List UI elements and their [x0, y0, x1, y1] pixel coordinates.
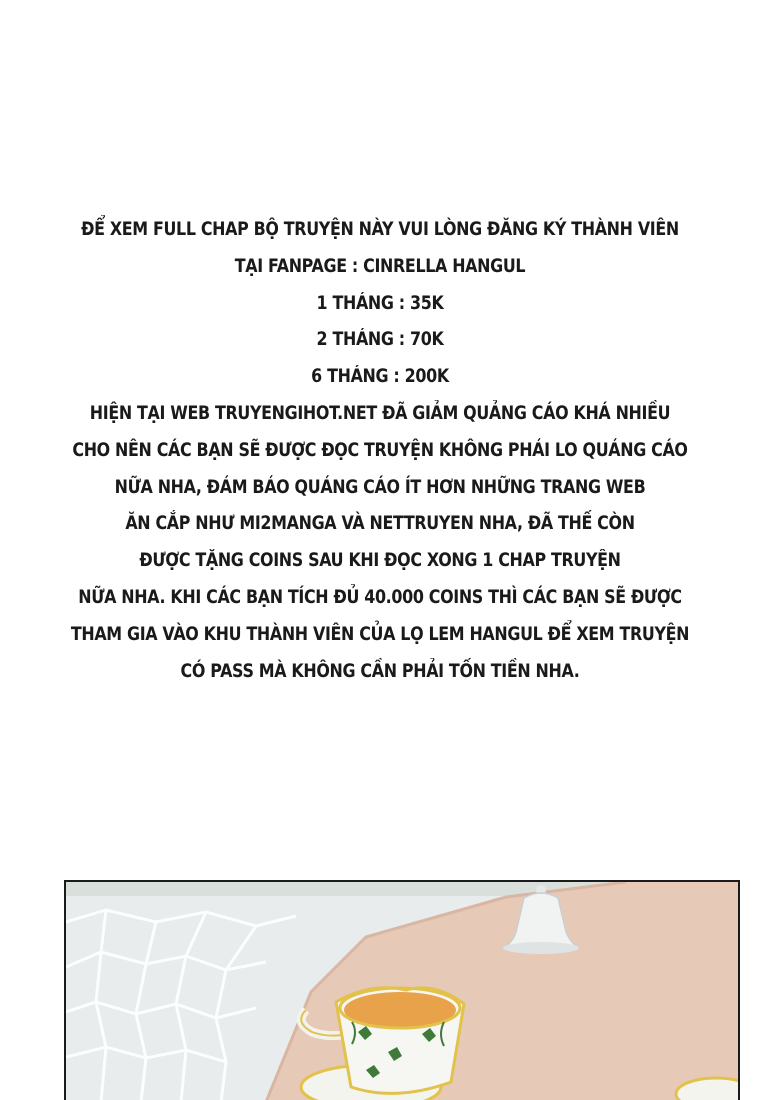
notice-line: NỮA NHA. KHI CÁC BẠN TÍCH ĐỦ 40.000 COINS THÌ CÁC BẠN SẼ ĐƯỢC	[78, 586, 682, 608]
notice-line: ĐỂ XEM FULL CHAP BỘ TRUYỆN NÀY VUI LÒNG ĐĂNG KÝ THÀNH VIÊN	[81, 219, 679, 240]
comic-panel	[64, 880, 740, 1100]
notice-line: CÓ PASS MÀ KHÔNG CẦN PHẢI TỐN TIỀN NHA.	[180, 660, 580, 682]
notice-line: CHO NÊN CÁC BẠN SẼ ĐƯỢC ĐỌC TRUYỆN KHÔNG PHẢI LO QUẢNG CÁO	[72, 439, 688, 461]
subscription-notice	[0, 212, 760, 690]
teacup-scene-illustration	[66, 882, 738, 1100]
notice-line: TẠI FANPAGE : CINRELLA HANGUL	[234, 255, 526, 277]
notice-line: 2 THÁNG : 70K	[316, 329, 444, 351]
notice-line: ĐƯỢC TẶNG COINS SAU KHI ĐỌC XONG 1 CHAP TRUYỆN	[139, 550, 621, 572]
notice-line: ĂN CẮP NHƯ MI2MANGA VÀ NETTRUYEN NHA, ĐÃ THẾ CÒN	[125, 513, 635, 535]
notice-line: 1 THÁNG : 35K	[316, 292, 444, 314]
notice-line: HIỆN TẠI WEB TRUYENGIHOT.NET ĐÃ GIẢM QUẢNG CÁO KHÁ NHIỀU	[89, 402, 671, 424]
notice-line: NỮA NHA, ĐẢM BẢO QUẢNG CÁO ÍT HƠN NHỮNG TRANG WEB	[114, 476, 646, 498]
notice-line: THAM GIA VÀO KHU THÀNH VIÊN CỦA LỌ LEM HANGUL ĐỂ XEM TRUYỆN	[70, 623, 690, 645]
notice-line: 6 THÁNG : 200K	[311, 366, 449, 388]
